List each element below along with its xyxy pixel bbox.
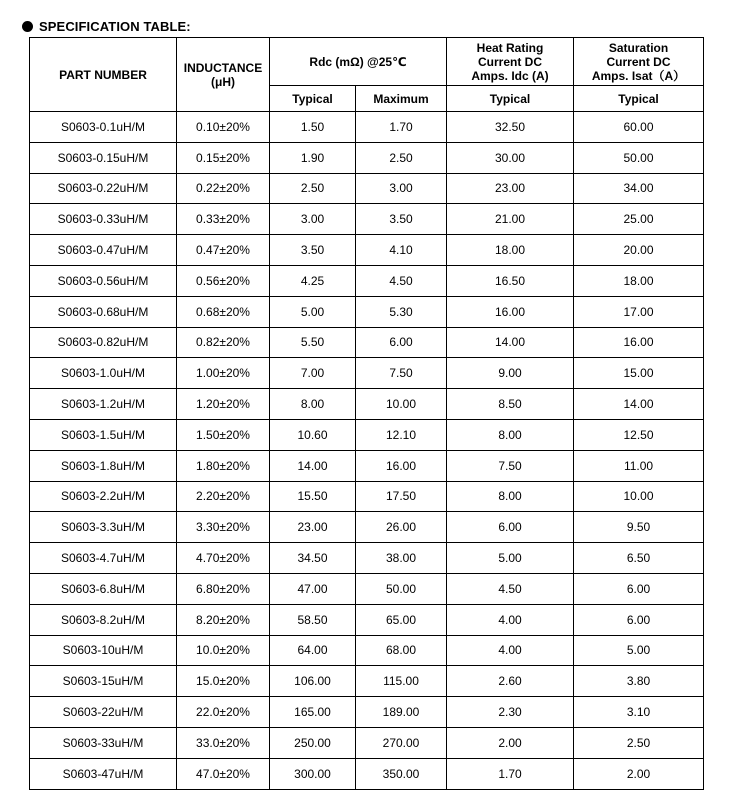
heat-rating-cell: 18.00 (447, 235, 574, 266)
rdc-typical-cell: 34.50 (270, 543, 356, 574)
rdc-maximum-cell: 270.00 (356, 727, 447, 758)
part-number-cell: S0603-0.68uH/M (30, 296, 177, 327)
part-number-cell: S0603-0.82uH/M (30, 327, 177, 358)
header-rdc-typical: Typical (270, 86, 356, 112)
inductance-cell: 0.68±20% (177, 296, 270, 327)
inductance-cell: 1.20±20% (177, 389, 270, 420)
part-number-cell: S0603-0.15uH/M (30, 142, 177, 173)
saturation-cell: 50.00 (574, 142, 704, 173)
saturation-cell: 60.00 (574, 112, 704, 143)
heat-rating-cell: 6.00 (447, 512, 574, 543)
section-title: SPECIFICATION TABLE: (39, 18, 191, 34)
rdc-maximum-cell: 115.00 (356, 666, 447, 697)
header-inductance-line2: (μH) (211, 74, 235, 89)
table-row (30, 142, 704, 173)
table-row (30, 112, 704, 143)
part-number-cell: S0603-0.1uH/M (30, 112, 177, 143)
rdc-typical-cell: 5.50 (270, 327, 356, 358)
table-row (30, 173, 704, 204)
saturation-cell: 16.00 (574, 327, 704, 358)
saturation-cell: 14.00 (574, 389, 704, 420)
rdc-typical-cell: 3.50 (270, 235, 356, 266)
rdc-maximum-cell: 50.00 (356, 573, 447, 604)
heat-rating-cell: 2.00 (447, 727, 574, 758)
rdc-typical-cell: 2.50 (270, 173, 356, 204)
rdc-typical-cell: 165.00 (270, 697, 356, 728)
inductance-cell: 33.0±20% (177, 727, 270, 758)
saturation-cell: 15.00 (574, 358, 704, 389)
rdc-maximum-cell: 3.50 (356, 204, 447, 235)
part-number-cell: S0603-2.2uH/M (30, 481, 177, 512)
rdc-typical-cell: 4.25 (270, 265, 356, 296)
rdc-typical-cell: 1.50 (270, 112, 356, 143)
table-row (30, 389, 704, 420)
table-row (30, 265, 704, 296)
table-header (30, 38, 704, 112)
rdc-maximum-cell: 6.00 (356, 327, 447, 358)
part-number-cell: S0603-0.47uH/M (30, 235, 177, 266)
inductance-cell: 1.50±20% (177, 419, 270, 450)
inductance-cell: 47.0±20% (177, 758, 270, 789)
section-heading (18, 16, 191, 36)
rdc-typical-cell: 8.00 (270, 389, 356, 420)
heat-rating-cell: 1.70 (447, 758, 574, 789)
table-row (30, 727, 704, 758)
header-heat-line2: Current DC (478, 54, 543, 69)
saturation-cell: 12.50 (574, 419, 704, 450)
part-number-cell: S0603-1.0uH/M (30, 358, 177, 389)
saturation-cell: 5.00 (574, 635, 704, 666)
part-number-cell: S0603-8.2uH/M (30, 604, 177, 635)
rdc-maximum-cell: 16.00 (356, 450, 447, 481)
header-sat-typical: Typical (574, 86, 704, 112)
part-number-cell: S0603-0.33uH/M (30, 204, 177, 235)
rdc-typical-cell: 47.00 (270, 573, 356, 604)
heat-rating-cell: 2.30 (447, 697, 574, 728)
part-number-cell: S0603-1.2uH/M (30, 389, 177, 420)
saturation-cell: 17.00 (574, 296, 704, 327)
inductance-cell: 0.22±20% (177, 173, 270, 204)
rdc-maximum-cell: 68.00 (356, 635, 447, 666)
heat-rating-cell: 9.00 (447, 358, 574, 389)
inductance-cell: 8.20±20% (177, 604, 270, 635)
part-number-cell: S0603-3.3uH/M (30, 512, 177, 543)
table-row (30, 327, 704, 358)
inductance-cell: 0.33±20% (177, 204, 270, 235)
heat-rating-cell: 4.00 (447, 635, 574, 666)
header-rdc-maximum: Maximum (356, 86, 447, 112)
saturation-cell: 6.00 (574, 604, 704, 635)
part-number-cell: S0603-10uH/M (30, 635, 177, 666)
heat-rating-cell: 4.00 (447, 604, 574, 635)
rdc-typical-cell: 3.00 (270, 204, 356, 235)
heat-rating-cell: 16.50 (447, 265, 574, 296)
header-saturation (574, 38, 704, 86)
saturation-cell: 3.80 (574, 666, 704, 697)
inductance-cell: 22.0±20% (177, 697, 270, 728)
rdc-maximum-cell: 4.10 (356, 235, 447, 266)
table-row (30, 512, 704, 543)
header-sat-line1: Saturation (608, 40, 669, 55)
inductance-cell: 0.82±20% (177, 327, 270, 358)
heat-rating-cell: 4.50 (447, 573, 574, 604)
part-number-cell: S0603-1.8uH/M (30, 450, 177, 481)
table-row (30, 758, 704, 789)
inductance-cell: 6.80±20% (177, 573, 270, 604)
inductance-cell: 3.30±20% (177, 512, 270, 543)
table-row (30, 573, 704, 604)
header-row-top (30, 38, 704, 86)
rdc-maximum-cell: 26.00 (356, 512, 447, 543)
table-row (30, 481, 704, 512)
table-row (30, 358, 704, 389)
heat-rating-cell: 32.50 (447, 112, 574, 143)
table-row (30, 204, 704, 235)
inductance-cell: 1.00±20% (177, 358, 270, 389)
inductance-cell: 0.47±20% (177, 235, 270, 266)
header-heat-line1: Heat Rating (476, 40, 544, 55)
table-row (30, 604, 704, 635)
heat-rating-cell: 8.50 (447, 389, 574, 420)
rdc-typical-cell: 250.00 (270, 727, 356, 758)
heat-rating-cell: 8.00 (447, 419, 574, 450)
saturation-cell: 25.00 (574, 204, 704, 235)
rdc-typical-cell: 106.00 (270, 666, 356, 697)
saturation-cell: 34.00 (574, 173, 704, 204)
inductance-cell: 10.0±20% (177, 635, 270, 666)
inductance-cell: 0.15±20% (177, 142, 270, 173)
inductance-cell: 2.20±20% (177, 481, 270, 512)
rdc-maximum-cell: 7.50 (356, 358, 447, 389)
rdc-typical-cell: 58.50 (270, 604, 356, 635)
part-number-cell: S0603-1.5uH/M (30, 419, 177, 450)
rdc-typical-cell: 64.00 (270, 635, 356, 666)
table-row (30, 635, 704, 666)
table-row (30, 296, 704, 327)
rdc-maximum-cell: 17.50 (356, 481, 447, 512)
saturation-cell: 6.00 (574, 573, 704, 604)
heat-rating-cell: 21.00 (447, 204, 574, 235)
inductance-cell: 1.80±20% (177, 450, 270, 481)
rdc-typical-cell: 7.00 (270, 358, 356, 389)
part-number-cell: S0603-33uH/M (30, 727, 177, 758)
part-number-cell: S0603-15uH/M (30, 666, 177, 697)
rdc-maximum-cell: 3.00 (356, 173, 447, 204)
inductance-cell: 0.10±20% (177, 112, 270, 143)
heat-rating-cell: 23.00 (447, 173, 574, 204)
rdc-maximum-cell: 12.10 (356, 419, 447, 450)
rdc-maximum-cell: 5.30 (356, 296, 447, 327)
part-number-cell: S0603-0.56uH/M (30, 265, 177, 296)
table-row (30, 666, 704, 697)
saturation-cell: 2.50 (574, 727, 704, 758)
rdc-typical-cell: 23.00 (270, 512, 356, 543)
heat-rating-cell: 16.00 (447, 296, 574, 327)
rdc-typical-cell: 15.50 (270, 481, 356, 512)
inductance-cell: 0.56±20% (177, 265, 270, 296)
saturation-cell: 10.00 (574, 481, 704, 512)
part-number-cell: S0603-6.8uH/M (30, 573, 177, 604)
part-number-cell: S0603-22uH/M (30, 697, 177, 728)
header-inductance (177, 38, 270, 112)
bullet-icon (22, 21, 33, 32)
header-part-number: PART NUMBER (30, 38, 177, 112)
saturation-cell: 18.00 (574, 265, 704, 296)
table-body (30, 112, 704, 790)
rdc-typical-cell: 5.00 (270, 296, 356, 327)
rdc-maximum-cell: 65.00 (356, 604, 447, 635)
part-number-cell: S0603-4.7uH/M (30, 543, 177, 574)
header-sat-line2: Current DC (606, 54, 671, 69)
saturation-cell: 20.00 (574, 235, 704, 266)
heat-rating-cell: 7.50 (447, 450, 574, 481)
rdc-maximum-cell: 10.00 (356, 389, 447, 420)
heat-rating-cell: 8.00 (447, 481, 574, 512)
saturation-cell: 2.00 (574, 758, 704, 789)
rdc-typical-cell: 1.90 (270, 142, 356, 173)
header-heat-typical: Typical (447, 86, 574, 112)
saturation-cell: 3.10 (574, 697, 704, 728)
header-heat-line3: Amps. Idc (A) (471, 68, 549, 83)
header-rdc: Rdc (mΩ) @25℃ (270, 38, 447, 86)
header-sat-line3: Amps. Isat（A） (591, 68, 686, 83)
saturation-cell: 9.50 (574, 512, 704, 543)
header-inductance-line1: INDUCTANCE (183, 60, 263, 75)
saturation-cell: 6.50 (574, 543, 704, 574)
rdc-typical-cell: 300.00 (270, 758, 356, 789)
rdc-maximum-cell: 189.00 (356, 697, 447, 728)
specification-table (29, 37, 704, 790)
rdc-typical-cell: 14.00 (270, 450, 356, 481)
rdc-maximum-cell: 38.00 (356, 543, 447, 574)
rdc-maximum-cell: 350.00 (356, 758, 447, 789)
rdc-typical-cell: 10.60 (270, 419, 356, 450)
table-row (30, 697, 704, 728)
heat-rating-cell: 30.00 (447, 142, 574, 173)
part-number-cell: S0603-0.22uH/M (30, 173, 177, 204)
rdc-maximum-cell: 1.70 (356, 112, 447, 143)
inductance-cell: 4.70±20% (177, 543, 270, 574)
header-heat-rating (447, 38, 574, 86)
table-row (30, 419, 704, 450)
inductance-cell: 15.0±20% (177, 666, 270, 697)
table-row (30, 543, 704, 574)
heat-rating-cell: 5.00 (447, 543, 574, 574)
heat-rating-cell: 2.60 (447, 666, 574, 697)
part-number-cell: S0603-47uH/M (30, 758, 177, 789)
heat-rating-cell: 14.00 (447, 327, 574, 358)
rdc-maximum-cell: 4.50 (356, 265, 447, 296)
saturation-cell: 11.00 (574, 450, 704, 481)
table-row (30, 235, 704, 266)
rdc-maximum-cell: 2.50 (356, 142, 447, 173)
table-row (30, 450, 704, 481)
